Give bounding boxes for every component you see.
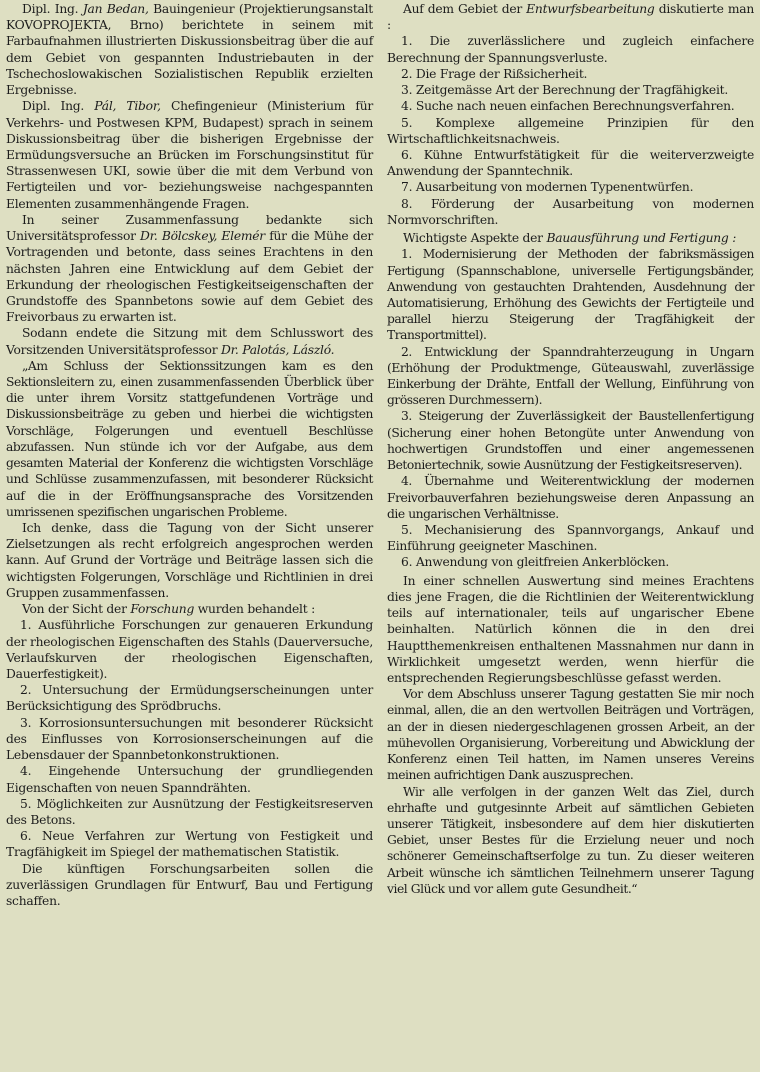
research-item: 2. Untersuchung der Ermüdungserscheinungen unter Berücksichtigung des Sprödbruchs.	[6, 683, 373, 714]
paragraph-bedan: Dipl. Ing. Jan Bedan, Bauingenieur (Projektierungsanstalt KOVOPROJEKTA, Brno) berichtete in seinem mit Farbaufnahmen illustrierten Diskussionsbeitrag über die auf dem Gebiet von gespannten Industriebauten in der Tschechoslowakischen Sozialistischen Republik erzielten Ergebnisse.	[6, 2, 373, 98]
design-item: 2. Die Frage der Rißsicherheit.	[401, 66, 588, 81]
paragraph-evaluation-summary: In einer schnellen Auswertung sind meines Erachtens dies jene Fragen, die die Richtlinien der Weiterentwicklung teils auf internationaler, teils auf ungarischer Ebene beinhalten. Natürlich können die in den drei Hauptthemenkreisen enthaltenen Massnahmen nur dann in Wirklichkeit umgesetzt werden, wenn hierfür die entsprechenden Regierungsbeschlüsse gefasst werden.	[387, 573, 754, 685]
paragraph-evaluation: Ich denke, dass die Tagung von der Sicht unserer Zielsetzungen als recht erfolgreich angesprochen werden kann. Auf Grund der Vorträge und Beiträge lassen sich die wichtigsten Folgerungen, Vorschläge und Richtlinien in drei Gruppen zusammenfassen.	[6, 521, 373, 600]
research-item: 3. Korrosionsuntersuchungen mit besonderer Rücksicht des Einflusses von Korrosionserscheinungen auf die Lebensdauer der Spannbetonkonstruktionen.	[6, 715, 373, 763]
construction-item: 3. Steigerung der Zuverlässigkeit der Baustellenfertigung (Sicherung einer hohen Betongüte unter Anwendung von hochwertigen Grundstoffen und einer angemessenen Betoniertechnik, sowie Ausnützung der Festigkeitsreserven).	[387, 409, 754, 473]
design-item: 6. Kühne Entwurfstätigkeit für die weiterverzweigte Anwendung der Spanntechnik.	[387, 147, 754, 179]
research-item: 6. Neue Verfahren zur Wertung von Festigkeit und Tragfähigkeit im Spiegel der mathematischen Statistik.	[6, 829, 373, 860]
left-column	[6, 1, 373, 1072]
paragraph-closing: Wir alle verfolgen in der ganzen Welt das Ziel, durch ehrhafte und gutgesinnte Arbeit auf sämtlichen Gebieten unserer Tätigkeit, insbesondere auf dem hier diskutierten Gebiet, unser Bestes für die Erzielung neuer und noch schönerer Gemeinschaftserfolge zu tun. Zu dieser weiteren Arbeit wünsche ich sämtlichen Teilnehmern unserer Tagung viel Glück und vor allem gute Gesundheit.“	[387, 784, 754, 896]
paragraph-palotas: Sodann endete die Sitzung mit dem Schlusswort des Vorsitzenden Universitätsprofessor Dr. Palotás, László.	[6, 326, 373, 357]
research-item: 5. Möglichkeiten zur Ausnützung der Festigkeitsreserven des Betons.	[6, 796, 373, 827]
paragraph-construction-heading: Wichtigste Aspekte der Bauausführung und Fertigung :	[403, 231, 737, 246]
paragraph-thanks: Vor dem Abschluss unserer Tagung gestatten Sie mir noch einmal, allen, die an den wertvollen Beiträgen und Vorträgen, an der in diesen niedergeschlagenen grossen Arbeit, an der mühevollen Organisierung, Vorbereitung und Abwicklung der Konferenz einen Teil hatten, im Namen unseres Vereins meinen aufrichtigen Dank auszusprechen.	[387, 687, 754, 783]
construction-item: 1. Modernisierung der Methoden der fabriksmässigen Fertigung (Spannschablone, universelle Fertigungsbänder, Anwendung von gestauchten Drahtenden, Ausdehnung der Automatisierung, Erhöhung des Gewichts der Fertigteile und parallel hierzu Steigerung der Tragfähigkeit der Transportmittel).	[387, 247, 754, 343]
person-name: Pál, Tibor,	[94, 99, 161, 114]
paragraph-pal: Dipl. Ing. Pál, Tibor, Chefingenieur (Ministerium für Verkehrs- und Postwesen KPM, Budapest) sprach in seinem Diskussionsbeitrag über die bisherigen Ergebnisse der Ermüdungsversuche an Brücken im Forschungsinstitut für Strassenwesen UKI, sowie über die mit dem Verbund von Fertigteilen und vor- beziehungsweise nachgespannten Elementen zusammenhängende Fragen.	[6, 99, 373, 211]
emphasis: Bauausführung und Fertigung :	[546, 231, 737, 246]
research-item: 4. Eingehende Untersuchung der grundliegenden Eigenschaften von neuen Spanndrähten.	[6, 764, 373, 795]
construction-item: 4. Übernahme und Weiterentwicklung der modernen Freivorbauverfahren beziehungsweise deren Anpassung an die ungarischen Verhältnisse.	[387, 474, 754, 521]
emphasis: Forschung	[130, 602, 195, 617]
person-name: Dr. Bölcskey, Elemér	[140, 229, 265, 244]
design-item: 8. Förderung der Ausarbeitung von modernen Normvorschriften.	[387, 196, 754, 227]
emphasis: Entwurfsbearbeitung	[526, 2, 655, 16]
construction-item: 2. Entwicklung der Spanndrahterzeugung in Ungarn (Erhöhung der Produktmenge, Güteauswahl, zuverlässige Einkerbung der Drähte, Entfall der Wellung, Einführung von grösseren Durchmessern).	[387, 344, 754, 408]
person-name: Jan Bedan,	[82, 2, 149, 16]
right-column	[387, 1, 754, 1072]
paragraph-summary-intro: „Am Schluss der Sektionssitzungen kam es den Sektionsleitern zu, einen zusammenfassenden Überblick über die unter ihrem Vorsitz stattgefundenen Vorträge und Diskussionsbeiträge zu geben und hierbei die wichtigsten Vorschläge, Folgerungen und eventuell Beschlüsse abzufassen. Nun stünde ich vor der Aufgabe, aus dem gesamten Material der Konferenz die wichtigsten Vorschläge und Schlüsse zusammenzufassen, mit besonderer Rücksicht auf die in der Eröffnungsansprache des Vorsitzenden umrissenen spezifischen ungarischen Probleme.	[6, 358, 373, 519]
construction-item: 6. Anwendung von gleitfreien Ankerblöcken.	[401, 555, 670, 570]
design-item: 3. Zeitgemässe Art der Berechnung der Tragfähigkeit.	[401, 83, 728, 98]
research-item: 1. Ausführliche Forschungen zur genaueren Erkundung der rheologischen Eigenschaften des Stahls (Dauerversuche, Verlaufskurven der rheologischen Eigenschaften, Dauerfestigkeit).	[6, 618, 373, 681]
paragraph-research-heading: Von der Sicht der Forschung wurden behandelt :	[22, 602, 315, 617]
design-item: 1. Die zuverlässlichere und zugleich einfachere Berechnung der Spannungsverluste.	[387, 34, 754, 65]
paragraph-bolcskey: In seiner Zusammenfassung bedankte sich Universitätsprofessor Dr. Bölcskey, Elemér für die Mühe der Vortragenden und betonte, dass seines Erachtens in den nächsten Jahren eine Entwicklung auf dem Gebiet der Erkundung der rheologischen Festigkeitseigenschaften der Grundstoffe des Spannbetons sowie auf dem Gebiet des Freivorbaus zu erwarten ist.	[6, 212, 373, 325]
paragraph-design-heading: Auf dem Gebiet der Entwurfsbearbeitung diskutierte man :	[387, 2, 754, 33]
construction-item: 5. Mechanisierung des Spannvorgangs, Ankauf und Einführung geeigneter Maschinen.	[387, 523, 754, 554]
design-item: 7. Ausarbeitung von modernen Typenentwürfen.	[401, 180, 694, 195]
paragraph-future-research: Die künftigen Forschungsarbeiten sollen die zuverlässigen Grundlagen für Entwurf, Bau und Fertigung schaffen.	[6, 861, 373, 909]
design-item: 4. Suche nach neuen einfachen Berechnungsverfahren.	[401, 99, 735, 114]
design-item: 5. Komplexe allgemeine Prinzipien für den Wirtschaftlichkeitsnachweis.	[387, 115, 754, 146]
person-name: Dr. Palotás, László.	[221, 342, 335, 357]
